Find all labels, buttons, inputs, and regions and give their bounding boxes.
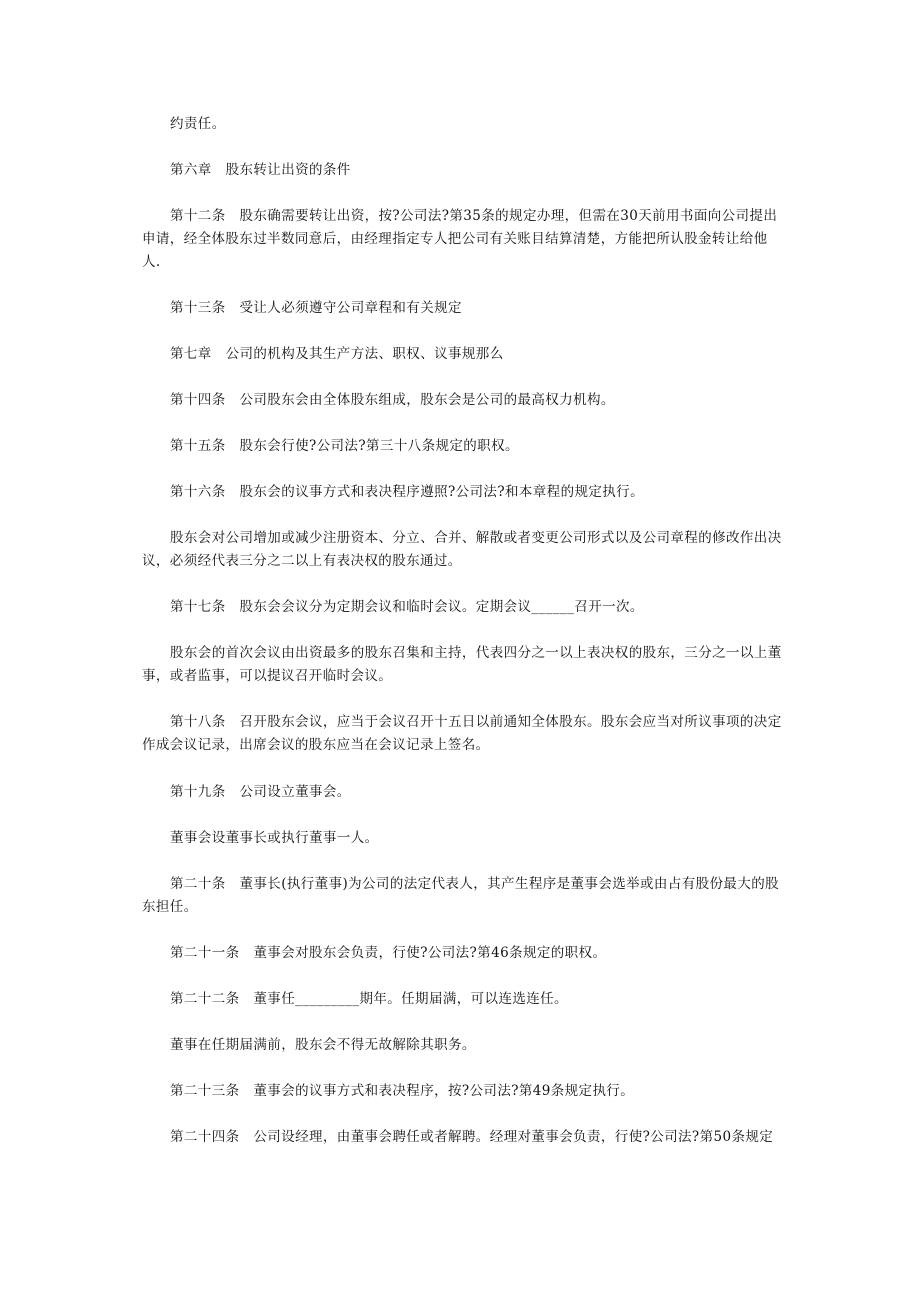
chapter-6-heading: 第六章 股东转让出资的条件 [170,162,351,178]
article-14: 第十四条 公司股东会由全体股东组成，股东会是公司的最高权力机构。 [170,392,615,408]
article-20: 第二十条 董事长(执行董事)为公司的法定代表人，其产生程序是董事会选举或由占有股份最大的股东担任。 [142,876,780,915]
article-13: 第十三条 受让人必须遵守公司章程和有关规定 [170,300,462,316]
article-22: 第二十二条 董事任_________期年。任期届满，可以连选连任。 [170,991,568,1007]
paragraph-1: 约责任。 [170,116,226,132]
article-24: 第二十四条 公司设经理，由董事会聘任或者解聘。经理对董事会负责，行使?公司法?第50条规定 [170,1129,774,1145]
article-21: 第二十一条 董事会对股东会负责，行使?公司法?第46条规定的职权。 [170,945,607,961]
article-16-clause: 股东会对公司增加或减少注册资本、分立、合并、解散或者变更公司形式以及公司章程的修改作出决议，必须经代表三分之二以上有表决权的股东通过。 [142,530,782,569]
article-15: 第十五条 股东会行使?公司法?第三十八条规定的职权。 [170,438,519,454]
chapter-7-heading: 第七章 公司的机构及其生产方法、职权、议事规那么 [170,346,504,362]
article-23: 第二十三条 董事会的议事方式和表决程序，按?公司法?第49条规定执行。 [170,1083,635,1099]
article-19-clause: 董事会设董事长或执行董事一人。 [170,830,379,846]
article-22-clause: 董事在任期届满前，股东会不得无故解除其职务。 [170,1037,476,1053]
article-17: 第十七条 股东会会议分为定期会议和临时会议。定期会议______召开一次。 [170,599,644,615]
article-12: 第十二条 股东确需要转让出资，按?公司法?第35条的规定办理，但需在30天前用书面向公司提出申请，经全体股东过半数同意后，由经理指定专人把公司有关账目结算清楚，方能把所认股金转让给他人. [142,208,778,270]
article-18: 第十八条 召开股东会议，应当于会议召开十五日以前通知全体股东。股东会应当对所议事项的决定作成会议记录，出席会议的股东应当在会议记录上签名。 [142,714,782,753]
article-17-clause: 股东会的首次会议由出资最多的股东召集和主持，代表四分之一以上表决权的股东，三分之一以上董事，或者监事，可以提议召开临时会议。 [142,645,782,684]
article-19: 第十九条 公司设立董事会。 [170,784,351,800]
article-16: 第十六条 股东会的议事方式和表决程序遵照?公司法?和本章程的规定执行。 [170,484,644,500]
